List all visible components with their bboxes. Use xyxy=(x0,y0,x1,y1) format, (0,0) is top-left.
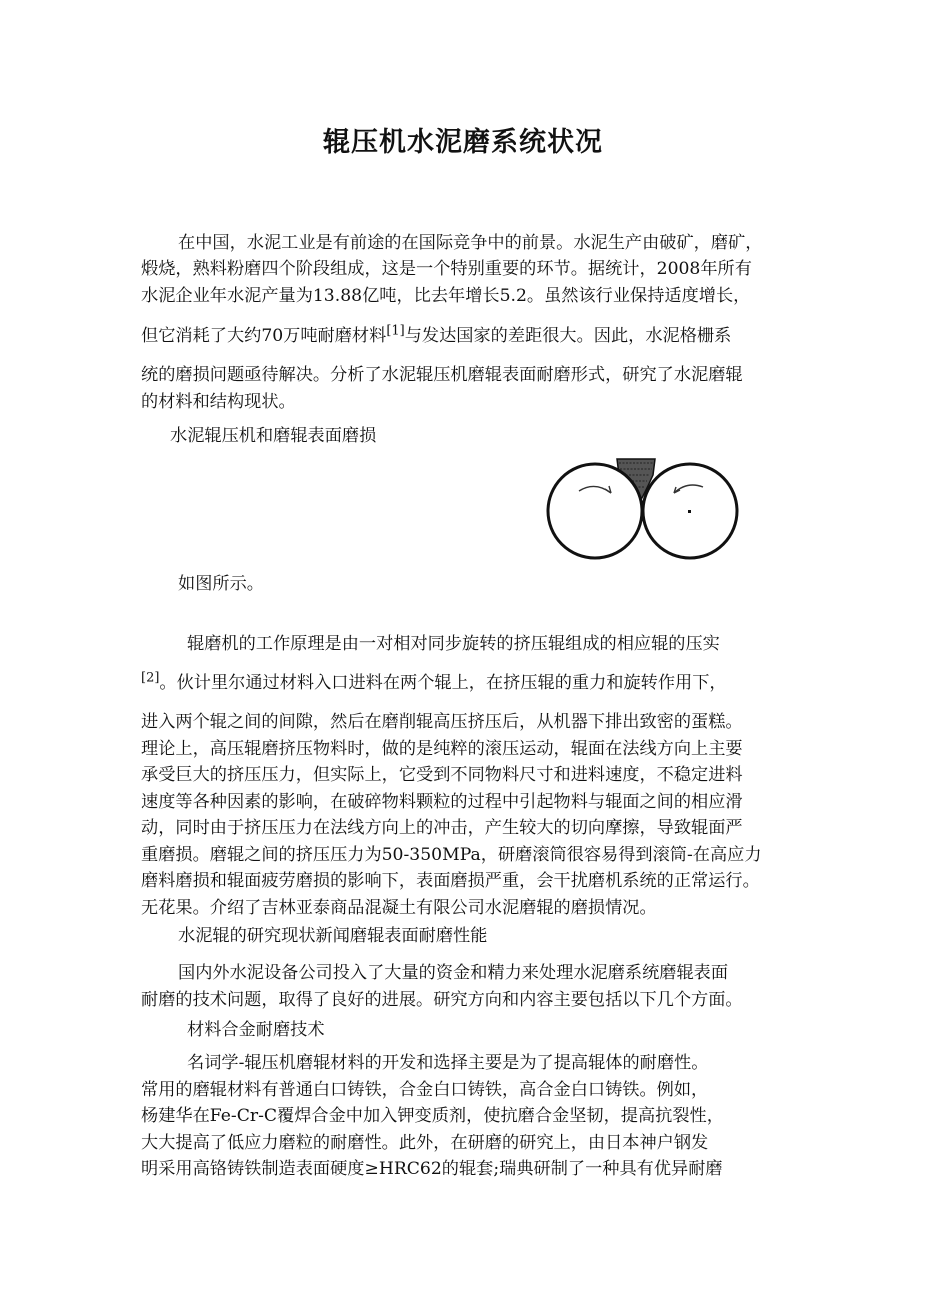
page-title: 辊压机水泥磨系统状况 xyxy=(323,127,603,158)
text-run: 。伙计里尔通过材料入口进料在两个辊上，在挤压辊的重力和旋转作用下， xyxy=(159,673,727,693)
text-run: 与发达国家的差距很大。因此，水泥格栅系 xyxy=(404,326,732,346)
roller-center-dot xyxy=(688,510,691,513)
paragraph-line: 动，同时由于挤压压力在法线方向上的冲击，产生较大的切向摩擦，导致辊面严 xyxy=(141,818,743,838)
paragraph-line: 的材料和结构现状。 xyxy=(141,392,296,412)
paragraph-line: 理论上，高压辊磨挤压物料时，做的是纯粹的滚压运动，辊面在法线方向上主要 xyxy=(141,739,743,759)
paragraph-line: 在中国，水泥工业是有前途的在国际竞争中的前景。水泥生产由破矿，磨矿， xyxy=(178,233,763,253)
paragraph-line: 名词学-辊压机磨辊材料的开发和选择主要是为了提高辊体的耐磨性。 xyxy=(187,1053,709,1073)
paragraph-line: 杨建华在Fe-Cr-C覆焊合金中加入钾变质剂，使抗磨合金坚韧，提高抗裂性， xyxy=(141,1106,724,1126)
paragraph-line: 国内外水泥设备公司投入了大量的资金和精力来处理水泥磨系统磨辊表面 xyxy=(178,963,729,983)
paragraph-line: 辊磨机的工作原理是由一对相对同步旋转的挤压辊组成的相应辊的压实 xyxy=(187,634,720,654)
paragraph-line: 耐磨的技术问题，取得了良好的进展。研究方向和内容主要包括以下几个方面。 xyxy=(141,990,743,1010)
paragraph-line: 大大提高了低应力磨粒的耐磨性。此外，在研磨的研究上，由日本神户钢发 xyxy=(141,1133,709,1153)
paragraph-line: 常用的磨辊材料有普通白口铸铁，合金白口铸铁，高合金白口铸铁。例如， xyxy=(141,1080,709,1100)
citation-ref: [1] xyxy=(386,323,405,339)
paragraph-line: 速度等各种因素的影响，在破碎物料颗粒的过程中引起物料与辊面之间的相应滑 xyxy=(141,792,743,812)
section-heading: 水泥辊压机和磨辊表面磨损 xyxy=(170,426,377,446)
roller-press-diagram xyxy=(545,453,760,563)
citation-ref: [2] xyxy=(141,670,160,686)
paragraph-line: 磨料磨损和辊面疲劳磨损的影响下，表面磨损严重，会干扰磨机系统的正常运行。 xyxy=(141,871,760,891)
text-run: 但它消耗了大约70万吨耐磨材料 xyxy=(141,326,387,346)
section-heading: 水泥辊的研究现状新闻磨辊表面耐磨性能 xyxy=(178,926,488,946)
section-heading: 材料合金耐磨技术 xyxy=(187,1020,325,1040)
paragraph-line: 明采用高铬铸铁制造表面硬度≥HRC62的辊套;瑞典研制了一种具有优异耐磨 xyxy=(141,1159,723,1179)
paragraph-line: 承受巨大的挤压压力，但实际上，它受到不同物料尺寸和进料速度，不稳定进料 xyxy=(141,765,743,785)
figure-caption: 如图所示。 xyxy=(178,574,264,594)
paragraph-line: 统的磨损问题亟待解决。分析了水泥辊压机磨辊表面耐磨形式，研究了水泥磨辊 xyxy=(141,365,743,385)
paragraph-line: 水泥企业年水泥产量为13.88亿吨，比去年增长5.2。虽然该行业保持适度增长， xyxy=(141,286,751,306)
paragraph-line: 无花果。介绍了吉林亚泰商品混凝土有限公司水泥磨辊的磨损情况。 xyxy=(141,898,657,918)
paragraph-line: 煅烧，熟料粉磨四个阶段组成，这是一个特别重要的环节。据统计，2008年所有 xyxy=(141,259,752,279)
left-roller xyxy=(548,464,642,558)
paragraph-line xyxy=(141,324,731,348)
paragraph-line: 进入两个辊之间的间隙，然后在磨削辊高压挤压后，从机器下排出致密的蛋糕。 xyxy=(141,712,743,732)
paragraph-line: 重磨损。磨辊之间的挤压压力为50-350MPa，研磨滚筒很容易得到滚筒-在高应力 xyxy=(141,845,762,865)
paragraph-line xyxy=(141,671,727,695)
